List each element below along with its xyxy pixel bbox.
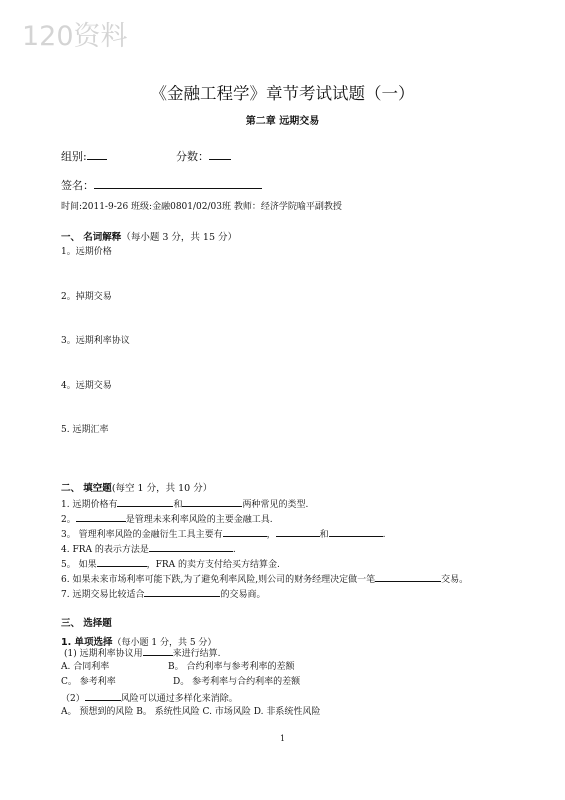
- choice-q1-blank: [143, 644, 173, 656]
- term-item-2: 2。掉期交易: [61, 292, 112, 302]
- fill-q3-text-c: 和: [319, 530, 329, 540]
- section-terms-title: 一、 名词解释: [61, 232, 122, 243]
- sign-blank: [94, 177, 262, 189]
- section-fill-heading: [61, 480, 212, 494]
- fill-question-2: [61, 510, 273, 525]
- choice-q2-blank: [85, 689, 121, 701]
- choice-question-2: [61, 689, 238, 704]
- group-blank: [87, 148, 107, 160]
- fill-q7-text-b: 的交易商。: [220, 590, 266, 600]
- fill-q5-blank: [97, 555, 147, 567]
- fill-q6-text-b: 交易。: [441, 575, 469, 585]
- fill-q2-text-a: 2。: [61, 515, 76, 525]
- fill-q2-text-b: 是管理未来利率风险的主要金融工具.: [125, 515, 273, 525]
- fill-question-4: [61, 540, 236, 555]
- fill-q1-blank-2: [182, 495, 242, 507]
- fill-q3-blank-2: [276, 525, 320, 537]
- choice-q1-option-d: D。 参考利率与合约利率的差额: [173, 677, 301, 687]
- fill-question-5: [61, 555, 280, 570]
- group-field: [61, 148, 107, 164]
- fill-q5-text-a: 5。 如果: [61, 560, 97, 570]
- fill-q3-blank-3: [329, 525, 383, 537]
- fill-question-6: [61, 570, 468, 585]
- score-blank: [209, 148, 231, 160]
- choice-q2-text-a: （2）: [61, 694, 85, 704]
- fill-q7-text-a: 7. 远期交易比较适合: [61, 590, 145, 600]
- choice-q2-text-b: 风险可以通过多样化来消除。: [120, 694, 238, 704]
- fill-q3-blank-1: [223, 525, 267, 537]
- score-field: [176, 148, 231, 164]
- fill-q3-text-a: 3。 管理利率风险的金融衍生工具主要有: [61, 530, 223, 540]
- fill-question-3: [61, 525, 386, 540]
- term-item-1: 1。远期价格: [61, 247, 112, 257]
- fill-q1-text-a: 1. 远期价格有: [61, 500, 118, 510]
- sign-field: [61, 177, 262, 193]
- choice-q1-option-b: B。 合约利率与参考利率的差额: [168, 662, 295, 672]
- fill-q6-text-a: 6. 如果未来市场利率可能下跌,为了避免利率风险,则公司的财务经理决定做一笔: [61, 575, 376, 585]
- choice-q1-text-b: 来进行结算.: [172, 649, 221, 659]
- section-choice-title: 三、 选择题: [61, 618, 112, 629]
- term-item-5: 5. 远期汇率: [61, 425, 109, 435]
- single-choice-title: 1. 单项选择: [61, 637, 113, 648]
- watermark: 120资料: [22, 21, 128, 52]
- chapter-subtitle: 第二章 远期交易: [245, 116, 320, 127]
- fill-q7-blank: [144, 585, 220, 597]
- fill-question-7: [61, 585, 265, 600]
- fill-q1-text-c: 两种常见的类型.: [242, 500, 309, 510]
- fill-q5-text-b: ，FRA 的卖方支付给买方结算金.: [146, 560, 280, 570]
- page-number: 1: [279, 734, 286, 743]
- term-item-3: 3。远期利率协议: [61, 336, 130, 346]
- group-label: 组别:: [61, 150, 87, 163]
- section-terms-heading: [61, 229, 237, 243]
- term-item-4: 4。远期交易: [61, 381, 112, 391]
- sign-label: 签名：: [61, 179, 94, 192]
- page-title: 《金融工程学》章节考试试题（一）: [150, 84, 415, 103]
- fill-q4-text-a: 4. FRA 的表示方法是: [61, 545, 149, 555]
- fill-q3-text-d: .: [382, 530, 386, 540]
- exam-info: 时间:2011-9-26 班级:金融0801/02/03班 教师：经济学院喻平副教授: [61, 202, 342, 212]
- single-choice-note: （每小题 1 分，共 5 分）: [112, 638, 217, 648]
- fill-question-1: [61, 495, 308, 510]
- choice-question-1: [64, 644, 221, 659]
- choice-q2-options: A。 预想到的风险 B。 系统性风险 C. 市场风险 D. 非系统性风险: [61, 707, 321, 717]
- choice-q1-option-a: A. 合同利率: [61, 662, 110, 672]
- fill-q1-text-b: 和: [173, 500, 183, 510]
- fill-q4-text-b: .: [232, 545, 236, 555]
- section-fill-title: 二、 填空题: [61, 483, 112, 494]
- fill-q6-blank: [375, 570, 441, 582]
- fill-q3-text-b: ，: [266, 530, 276, 540]
- choice-q1-text-a: (1) 远期利率协议用: [64, 649, 143, 659]
- score-label: 分数：: [176, 150, 209, 163]
- section-fill-note: (每空 1 分，共 10 分）: [111, 483, 213, 494]
- fill-q2-blank: [76, 510, 126, 522]
- section-terms-note: （每小题 3 分，共 15 分）: [121, 232, 238, 243]
- choice-q1-option-c: C。 参考利率: [61, 677, 116, 687]
- fill-q4-blank: [149, 540, 233, 552]
- fill-q1-blank-1: [117, 495, 173, 507]
